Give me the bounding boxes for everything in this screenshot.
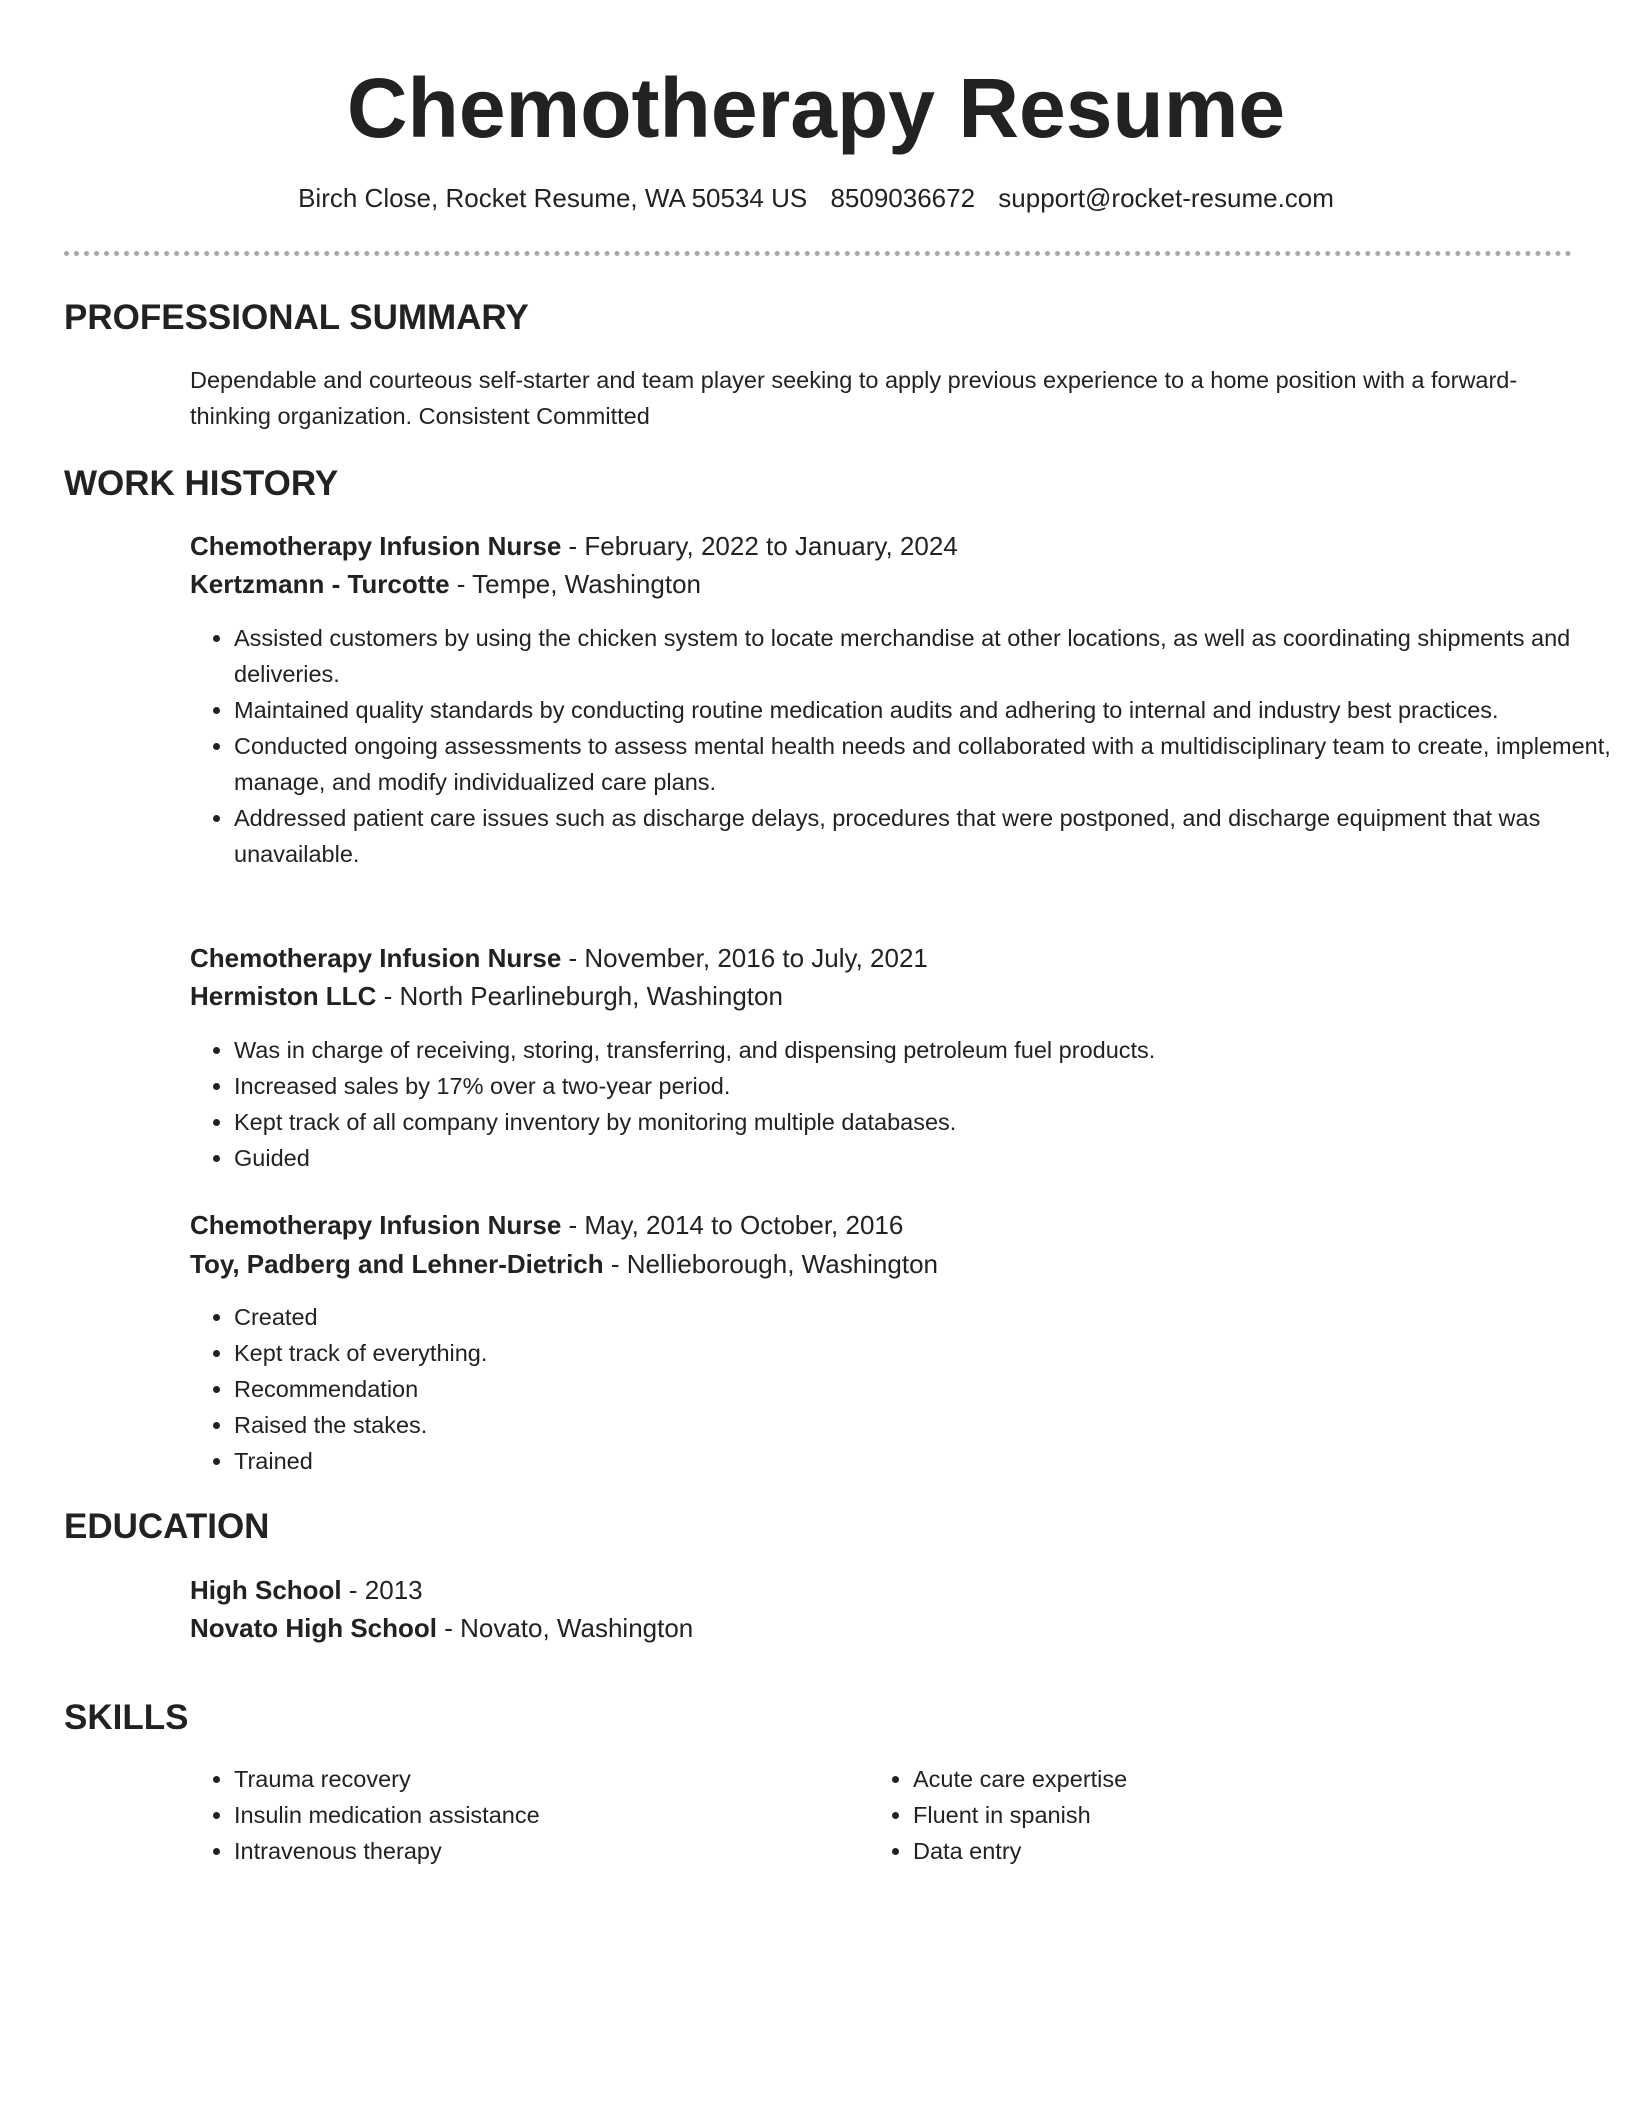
contact-address: Birch Close, Rocket Resume, WA 50534 US	[298, 183, 808, 213]
list-item: • Kept track of all company inventory by monitoring multiple databases.	[234, 1104, 1624, 1140]
skills-list-right	[869, 1761, 1533, 1869]
job-3-company-line	[190, 1246, 938, 1282]
list-item: • Increased sales by 17% over a two-year period.	[234, 1068, 1624, 1104]
job-3-title: Chemotherapy Infusion Nurse	[190, 1210, 562, 1240]
list-item: • Maintained quality standards by conducting routine medication audits and adhering to internal and industry best practices.	[234, 692, 1624, 728]
summary-heading: PROFESSIONAL SUMMARY	[64, 298, 529, 337]
work-history-heading: WORK HISTORY	[64, 464, 339, 503]
resume-title: Chemotherapy Resume	[346, 61, 1286, 155]
job-1-bullets	[190, 620, 1624, 872]
list-item: • Created	[234, 1299, 1624, 1335]
job-1-company-line	[190, 566, 701, 602]
job-1-company: Kertzmann - Turcotte	[190, 569, 450, 599]
list-item: • Trained	[234, 1443, 1624, 1479]
skill-item: • Fluent in spanish	[913, 1797, 1533, 1833]
education-school-line	[190, 1610, 693, 1646]
education-location: - Novato, Washington	[437, 1613, 694, 1643]
job-3-dates: - May, 2014 to October, 2016	[561, 1210, 904, 1240]
skill-item: • Insulin medication assistance	[234, 1797, 854, 1833]
list-item: • Assisted customers by using the chicken system to locate merchandise at other locations, as well as coordinating shipments and deliveries.	[234, 620, 1624, 692]
list-item: • Addressed patient care issues such as discharge delays, procedures that were postponed, and discharge equipment that was unavailable.	[234, 800, 1624, 872]
skills-heading: SKILLS	[64, 1698, 189, 1737]
list-item: • Recommendation	[234, 1371, 1624, 1407]
job-2-company-line	[190, 978, 783, 1014]
job-2-dates: - November, 2016 to July, 2021	[561, 943, 928, 973]
education-school: Novato High School	[190, 1613, 437, 1643]
list-item: • Raised the stakes.	[234, 1407, 1624, 1443]
education-year: - 2013	[341, 1575, 423, 1605]
list-item: • Was in charge of receiving, storing, transferring, and dispensing petroleum fuel products.	[234, 1032, 1624, 1068]
job-2-bullets	[190, 1032, 1624, 1176]
job-3-title-line	[190, 1207, 903, 1243]
list-item: • Conducted ongoing assessments to assess mental health needs and collaborated with a multidisciplinary team to create, implement, manage, and modify individualized care plans.	[234, 728, 1624, 800]
education-degree: High School	[190, 1575, 342, 1605]
job-3-bullets	[190, 1299, 1624, 1479]
skill-item: • Acute care expertise	[913, 1761, 1533, 1797]
job-3-company: Toy, Padberg and Lehner-Dietrich	[190, 1249, 604, 1279]
header-divider	[64, 251, 1572, 256]
job-1-title-line	[190, 528, 958, 564]
skill-item: • Intravenous therapy	[234, 1833, 854, 1869]
skill-item: • Trauma recovery	[234, 1761, 854, 1797]
job-2-location: - North Pearlineburgh, Washington	[376, 981, 783, 1011]
job-1-dates: - February, 2022 to January, 2024	[561, 531, 958, 561]
summary-text: Dependable and courteous self-starter and team player seeking to apply previous experience to a home position with a forward-thinking organization. Consistent Committed	[190, 367, 1518, 429]
skills-list-left	[190, 1761, 854, 1869]
list-item: • Guided	[234, 1140, 1624, 1176]
education-heading: EDUCATION	[64, 1507, 270, 1546]
skill-item: • Data entry	[913, 1833, 1533, 1869]
education-degree-line	[190, 1572, 423, 1608]
job-1-title: Chemotherapy Infusion Nurse	[190, 531, 562, 561]
job-2-company: Hermiston LLC	[190, 981, 377, 1011]
job-2-title-line	[190, 940, 928, 976]
contact-email: support@rocket-resume.com	[998, 183, 1334, 213]
list-item: • Kept track of everything.	[234, 1335, 1624, 1371]
job-2-title: Chemotherapy Infusion Nurse	[190, 943, 562, 973]
job-3-location: - Nellieborough, Washington	[603, 1249, 938, 1279]
job-1-location: - Tempe, Washington	[449, 569, 701, 599]
contact-line	[0, 180, 1632, 216]
contact-phone: 8509036672	[830, 183, 976, 213]
